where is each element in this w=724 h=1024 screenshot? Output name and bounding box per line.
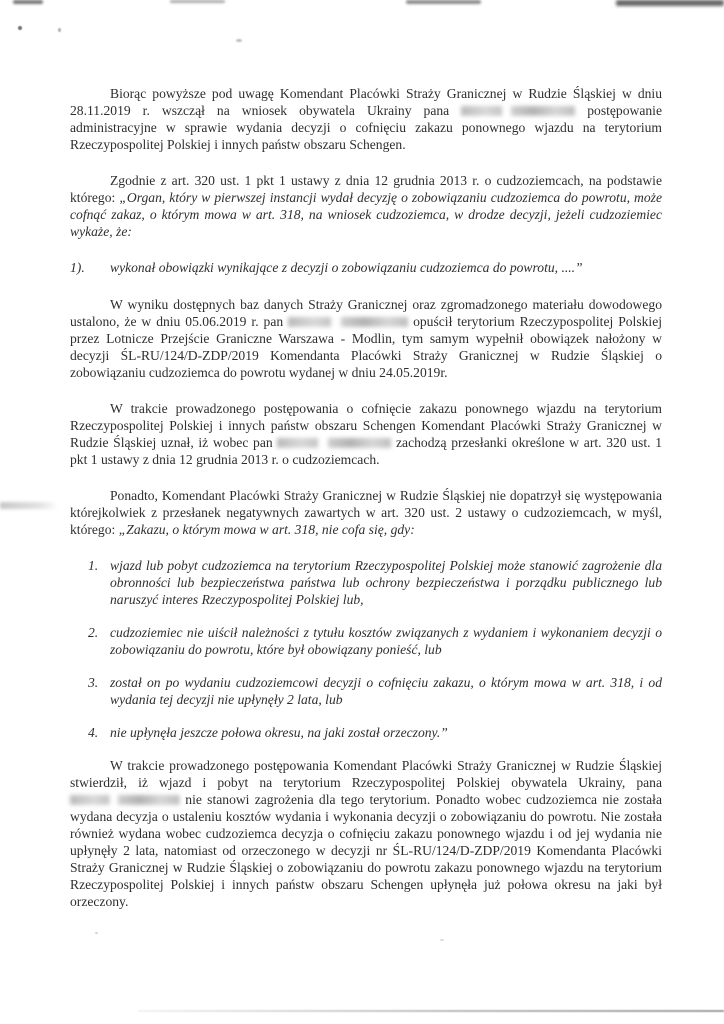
scan-artifact-top-smudge-4	[616, 0, 724, 6]
list-marker: 1).	[70, 260, 85, 275]
scan-artifact-speck-1	[18, 26, 22, 30]
list-item-2	[88, 624, 662, 658]
text-run-italic: wykonał obowiązki wynikające z decyzji o zobowiązaniu cudzoziemca do powrotu, ....”	[110, 260, 583, 275]
scan-artifact-speck-2	[58, 28, 61, 32]
text-run: W wyniku dostępnych baz danych Straży Granicznej oraz zgromadzonego materiału dowodowego ustalono, że w dniu 05.06.2019 r. pan	[70, 297, 662, 329]
document-text	[70, 85, 662, 929]
scan-artifact-top-smudge-1	[13, 0, 43, 4]
quote-item-1	[70, 259, 662, 276]
text-run: W trakcie prowadzonego postępowania Komendant Placówki Straży Granicznej w Rudzie Śląskiej stwierdził, iż wjazd i pobyt na terytorium Rzeczypospolitej Polskiej obywatela Ukrainy, pana	[70, 758, 662, 790]
paragraph-legal-basis	[70, 172, 662, 240]
paragraph-findings	[70, 296, 662, 381]
list-marker: 4.	[88, 725, 99, 740]
redacted-name	[461, 105, 575, 117]
text-run: W trakcie prowadzonego postępowania o cofnięcie zakazu ponownego wjazdu na terytorium Rzeczypospolitej Polskiej i innych państw obszaru Schengen Komendant Placówki Straży Granicznej w Rudzie Śląskiej uznał, iż wobec pan	[70, 401, 662, 450]
text-run: Zgodnie z art. 320 ust. 1 pkt 1 ustawy z dnia 12 grudnia 2013 r. o cudzoziemcach, na podstawie którego:	[70, 173, 662, 205]
list-marker: 2.	[88, 625, 99, 640]
list-item-3	[88, 674, 662, 708]
text-run: nie stanowi zagrożenia dla tego terytorium. Ponadto wobec cudzoziemca nie została wydana decyzja o ustaleniu kosztów wydania i wykonania decyzji o zobowiązaniu do powrotu. Nie została również wydana wobec cudzoziemca decyzja o cofnięciu zakazu ponownego wjazdu i od jej wydania nie upłynęły 2 lata, natomiast od orzeczonego w decyzji nr ŚL-RU/124/D-ZDP/2019 Komendanta Placówki Straży Granicznej w Rudzie Śląskiej o zobowiązaniu do powrotu zakazu ponownego wjazdu na terytorium Rzeczypospolitej Polskiej i innych państw obszaru Schengen upłynęła już połowa okresu na jaki był orzeczony.	[70, 792, 662, 909]
redacted-name	[277, 437, 391, 449]
scan-artifact-bottom-line	[138, 1010, 724, 1012]
text-run-italic: został on po wydaniu cudzoziemcowi decyzji o cofnięciu zakazu, o którym mowa w art. 318, i od wydania tej decyzji nie upłynęły 2 lata, lub	[110, 675, 662, 707]
text-run-italic: nie upłynęła jeszcze połowa okresu, na jaki został orzeczony.”	[110, 725, 448, 740]
text-run: Ponadto, Komendant Placówki Straży Granicznej w Rudzie Śląskiej nie dopatrzył się występowania którejkolwiek z przesłanek negatywnych zawartych w art. 320 ust. 2 ustawy o cudzoziemcach, w myśl, którego:	[70, 488, 662, 537]
scan-artifact-speck-5	[440, 939, 444, 941]
redacted-name	[288, 316, 408, 328]
paragraph-opening	[70, 85, 662, 153]
list-item-1	[88, 557, 662, 608]
list-marker: 3.	[88, 675, 99, 690]
redacted-name	[70, 794, 180, 806]
paragraph-negative-premises	[70, 487, 662, 538]
text-run-italic: „Zakazu, o którym mowa w art. 318, nie cofa się, gdy:	[118, 522, 415, 537]
scan-artifact-speck-4	[95, 932, 98, 934]
scan-artifact-left-streak	[0, 502, 58, 509]
text-run: opuścił terytorium Rzeczypospolitej Polskiej przez Lotnicze Przejście Graniczne Warszawa - Modlin, tym samym wypełnił obowiązek nałożony w decyzji ŚL-RU/124/D-ZDP/2019 Komendanta Placówki Straży Granicznej w Rudzie Śląskiej o zobowiązaniu cudzoziemca do powrotu wydanej w dniu 24.05.2019r.	[70, 314, 663, 380]
scan-artifact-top-smudge-2	[170, 0, 225, 3]
scan-artifact-speck-3	[236, 39, 242, 42]
scan-artifact-top-smudge-3	[406, 0, 481, 4]
text-run-italic: „Organ, który w pierwszej instancji wydał decyzję o zobowiązaniu cudzoziemca do powrotu, może cofnąć zakaz, o którym mowa w art. 318, na wniosek cudzoziemca, w drodze decyzji, jeżeli cudzoziemiec wykaże, że:	[70, 190, 662, 239]
text-run: zachodzą przesłanki określone w art. 320 ust. 1 pkt 1 ustawy z dnia 12 grudnia 2013 r. o cudzoziemcach.	[70, 435, 662, 467]
paragraph-premises	[70, 400, 662, 468]
text-run-italic: wjazd lub pobyt cudzoziemca na terytorium Rzeczypospolitej Polskiej może stanowić zagrożenie dla obronności lub bezpieczeństwa państwa lub ochrony bezpieczeństwa i porządku publicznego lub naruszyć interes Rzeczypospolitej Polskiej lub,	[110, 558, 662, 607]
paragraph-conclusion	[70, 757, 662, 910]
text-run-italic: cudzoziemiec nie uiścił należności z tytułu kosztów związanych z wydaniem i wykonaniem decyzji o zobowiązaniu do powrotu, które był obowiązany ponieść, lub	[110, 625, 662, 657]
list-item-4	[88, 724, 662, 741]
text-run: Biorąc powyższe pod uwagę Komendant Placówki Straży Granicznej w Rudzie Śląskiej w dniu 28.11.2019 r. wszczął na wniosek obywatela Ukrainy pana	[70, 86, 662, 118]
list-marker: 1.	[88, 558, 99, 573]
text-run: postępowanie administracyjne w sprawie wydania decyzji o cofnięciu zakazu ponownego wjazdu na terytorium Rzeczypospolitej Polskiej i innych państw obszaru Schengen.	[70, 103, 662, 152]
